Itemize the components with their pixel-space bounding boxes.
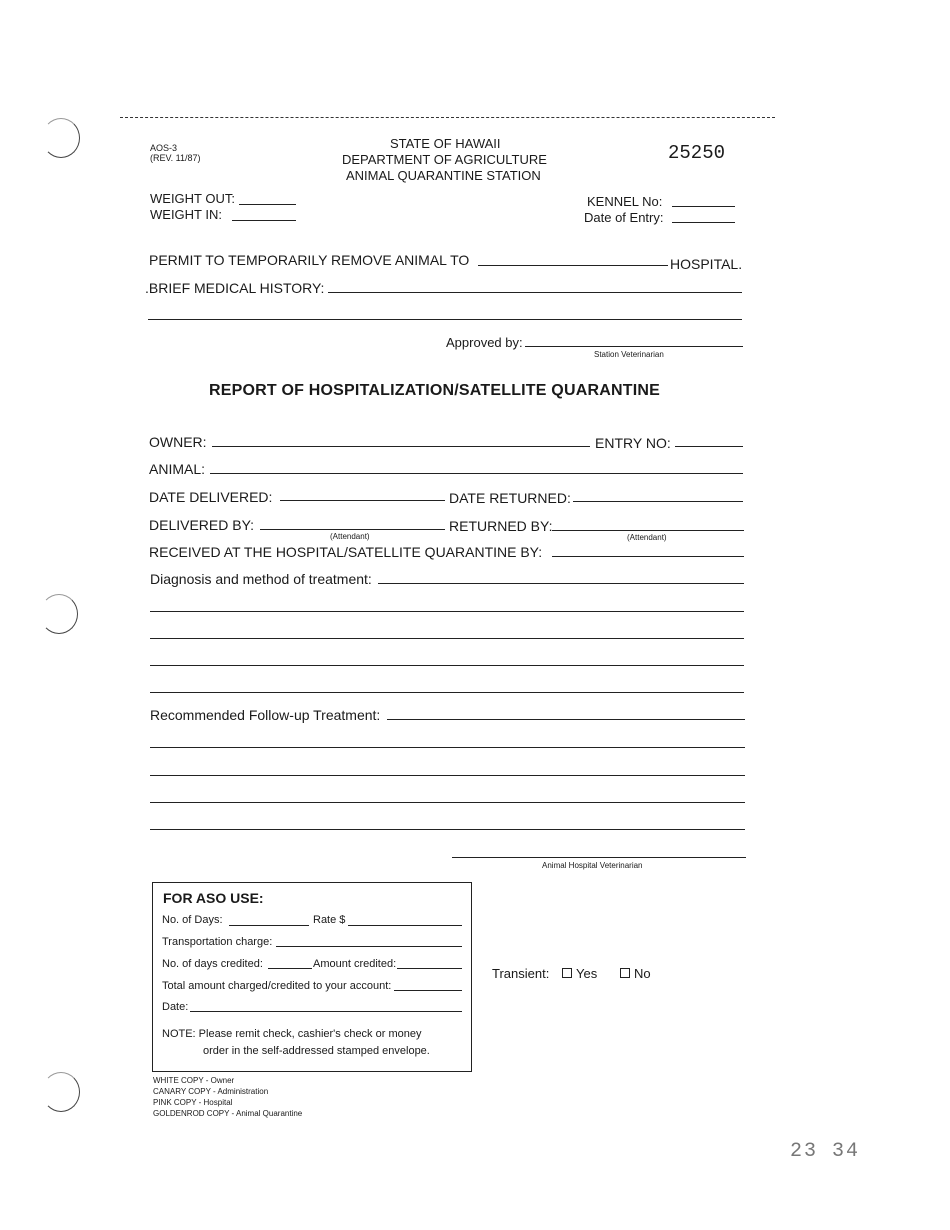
- date-delivered-label: DATE DELIVERED:: [149, 489, 273, 505]
- diagnosis-field-4[interactable]: [150, 665, 744, 666]
- aso-date-field[interactable]: [190, 1011, 462, 1012]
- aso-transport-label: Transportation charge:: [162, 936, 273, 948]
- hospital-vet-signature-field[interactable]: [452, 857, 746, 858]
- aso-rate-field[interactable]: [348, 925, 462, 926]
- owner-label: OWNER:: [149, 434, 207, 450]
- transient-yes-checkbox[interactable]: [562, 968, 572, 978]
- followup-field-5[interactable]: [150, 829, 745, 830]
- medical-history-field-1[interactable]: [328, 292, 742, 293]
- permit-suffix: HOSPITAL.: [670, 256, 743, 272]
- diagnosis-field-3[interactable]: [150, 638, 744, 639]
- form-id: AOS-3: [150, 143, 178, 153]
- diagnosis-label: Diagnosis and method of treatment:: [150, 571, 372, 587]
- header-line-1: STATE OF HAWAII: [390, 136, 501, 151]
- report-title: REPORT OF HOSPITALIZATION/SATELLITE QUARANTINE: [209, 382, 660, 399]
- form-number: 25250: [668, 142, 726, 164]
- followup-field-1[interactable]: [387, 719, 745, 720]
- punch-hole-bottom: [42, 1072, 80, 1112]
- delivered-attendant-caption: (Attendant): [330, 532, 370, 541]
- delivered-by-label: DELIVERED BY:: [149, 517, 255, 533]
- diagnosis-field-1[interactable]: [378, 583, 744, 584]
- aso-title: FOR ASO USE:: [163, 890, 264, 906]
- medical-history-label: .BRIEF MEDICAL HISTORY:: [145, 280, 325, 296]
- returned-by-field[interactable]: [552, 530, 744, 531]
- copy-white: WHITE COPY - Owner: [153, 1076, 235, 1085]
- aso-total-label: Total amount charged/credited to your account:: [162, 980, 392, 992]
- transient-no-checkbox[interactable]: [620, 968, 630, 978]
- returned-by-label: RETURNED BY:: [449, 518, 553, 534]
- copy-pink: PINK COPY - Hospital: [153, 1098, 233, 1107]
- followup-field-4[interactable]: [150, 802, 745, 803]
- delivered-by-field[interactable]: [260, 529, 445, 530]
- aso-note-line-1: NOTE: Please remit check, cashier's check or money: [162, 1028, 422, 1040]
- transient-yes-label: Yes: [576, 966, 598, 981]
- entry-no-label: ENTRY NO:: [595, 435, 671, 451]
- aso-use-box: [152, 882, 472, 1072]
- followup-label: Recommended Follow-up Treatment:: [150, 707, 381, 723]
- aso-transport-field[interactable]: [276, 946, 462, 947]
- permit-label: PERMIT TO TEMPORARILY REMOVE ANIMAL TO: [149, 252, 470, 268]
- header-line-2: DEPARTMENT OF AGRICULTURE: [342, 152, 547, 167]
- aso-rate-label: Rate $: [313, 914, 346, 926]
- aso-days-credited-field[interactable]: [268, 968, 312, 969]
- transient-no-label: No: [634, 966, 651, 981]
- transient-label: Transient:: [492, 966, 550, 981]
- weight-in-field[interactable]: [232, 220, 296, 221]
- hospital-vet-caption: Animal Hospital Veterinarian: [542, 861, 643, 870]
- weight-out-label: WEIGHT OUT:: [150, 191, 235, 206]
- returned-attendant-caption: (Attendant): [627, 533, 667, 542]
- date-returned-label: DATE RETURNED:: [449, 490, 571, 506]
- aso-date-label: Date:: [162, 1001, 189, 1013]
- weight-in-label: WEIGHT IN:: [150, 207, 222, 222]
- aso-amount-credited-label: Amount credited:: [313, 958, 397, 970]
- copy-canary: CANARY COPY - Administration: [153, 1087, 269, 1096]
- top-dashed-border: [120, 117, 775, 118]
- date-returned-field[interactable]: [573, 501, 743, 502]
- received-field[interactable]: [552, 556, 744, 557]
- date-delivered-field[interactable]: [280, 500, 445, 501]
- punch-hole-top: [42, 118, 80, 158]
- aso-note-line-2: order in the self-addressed stamped envelope.: [203, 1045, 430, 1057]
- approved-by-field[interactable]: [525, 346, 743, 347]
- entry-no-field[interactable]: [675, 446, 743, 447]
- aso-amount-credited-field[interactable]: [397, 968, 462, 969]
- aso-total-field[interactable]: [394, 990, 462, 991]
- followup-field-2[interactable]: [150, 747, 745, 748]
- animal-label: ANIMAL:: [149, 461, 206, 477]
- copy-goldenrod: GOLDENROD COPY - Animal Quarantine: [153, 1109, 303, 1118]
- permit-hospital-field[interactable]: [478, 265, 668, 266]
- date-of-entry-label: Date of Entry:: [584, 210, 664, 225]
- followup-field-3[interactable]: [150, 775, 745, 776]
- diagnosis-field-5[interactable]: [150, 692, 744, 693]
- aso-days-field[interactable]: [229, 925, 309, 926]
- form-revision: (REV. 11/87): [150, 153, 201, 163]
- transient-yes-option[interactable]: [562, 966, 597, 981]
- kennel-no-label: KENNEL No:: [587, 194, 663, 209]
- date-of-entry-field[interactable]: [672, 222, 735, 223]
- header-line-3: ANIMAL QUARANTINE STATION: [346, 168, 541, 183]
- transient-no-option[interactable]: [620, 966, 651, 981]
- aso-days-credited-label: No. of days credited:: [162, 958, 263, 970]
- kennel-no-field[interactable]: [672, 206, 735, 207]
- owner-field[interactable]: [212, 446, 590, 447]
- medical-history-field-2[interactable]: [148, 319, 742, 320]
- animal-field[interactable]: [210, 473, 743, 474]
- aso-days-label: No. of Days:: [162, 914, 223, 926]
- weight-out-field[interactable]: [239, 204, 296, 205]
- diagnosis-field-2[interactable]: [150, 611, 744, 612]
- station-vet-caption: Station Veterinarian: [594, 350, 664, 359]
- punch-hole-middle: [40, 594, 78, 634]
- received-label: RECEIVED AT THE HOSPITAL/SATELLITE QUARANTINE BY:: [149, 544, 543, 560]
- page-stamp: 23 34: [790, 1140, 861, 1163]
- approved-by-label: Approved by:: [446, 335, 523, 350]
